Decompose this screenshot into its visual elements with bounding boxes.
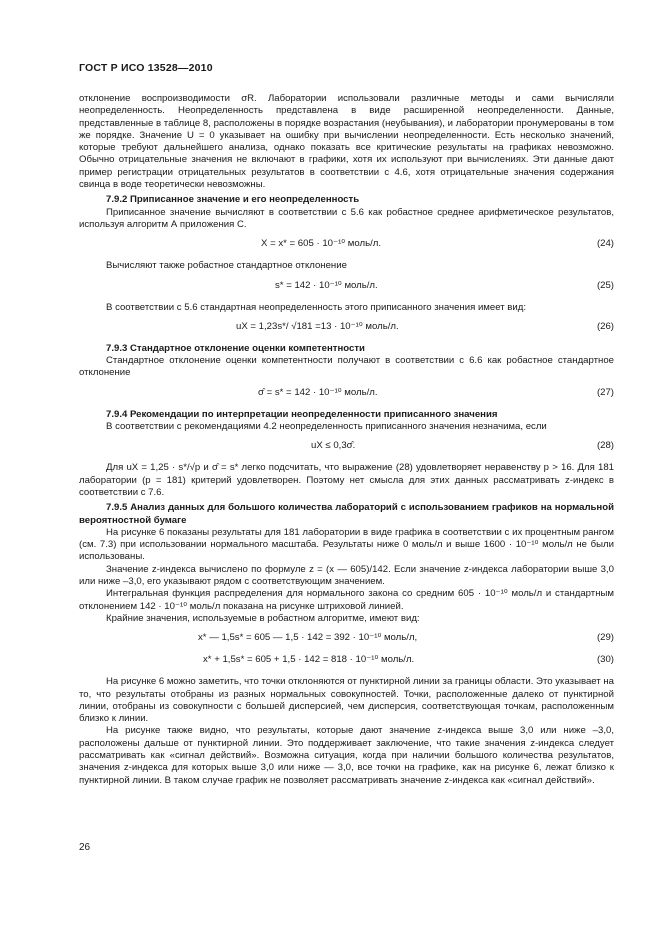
equation-25-number: (25) — [596, 279, 614, 291]
equation-29-number: (29) — [596, 632, 614, 644]
equation-28 — [79, 440, 614, 455]
equation-26-formula: uX = 1,23s*/ √181 =13 · 10⁻¹⁰ моль/л. — [236, 320, 399, 332]
equation-26-number: (26) — [596, 320, 614, 332]
paragraph-4: Стандартное отклонение оценки компетентности получают в соответствии с 6.6 как робастное стандартное отклонение — [79, 355, 614, 379]
equation-25 — [79, 280, 614, 295]
paragraph-6: Для uX = 1,25 · s*/√p и σ̂ = s* легко подсчитать, что выражение (28) удовлетворяет неравенству p > 16. Для 181 лаборатории (p = 181) критерий удовлетворен. Поэтому нет смысла для этих данных рассматривать z-индекс в соответствии с 7.6. — [79, 462, 614, 498]
paragraph-11: На рисунке 6 можно заметить, что точки отклоняются от пунктирной линии за границы области. Это указывает на то, что результаты отобраны из разных нормальных совокупностей. Точки, расположенные далеко от пунктирной линии, отобраны из совокупности с большей дисперсией, чем дисперсия, соответствующая точкам, расположенным близко к линии. — [79, 676, 614, 725]
equation-25-formula: s* = 142 · 10⁻¹⁰ моль/л. — [275, 279, 378, 291]
equation-30 — [79, 654, 614, 669]
equation-30-formula: x* + 1,5s* = 605 + 1,5 · 142 = 818 · 10⁻¹⁰ моль/л. — [203, 654, 415, 666]
paragraph-12: На рисунке также видно, что результаты, которые дают значение z-индекса выше 3,0 или ниже –3,0, расположены дальше от пунктирной линии. Это поддерживает заключение, что такие значения z-индекса следует рассматривать как «сигнал действий». Возможна ситуация, когда при наличии большого количества результатов, значения z-индекса для которых выше 3,0 или ниже — 3,0, все точки на графике, как на рисунке 6, лежат близко к пунктирной линии. В таком случае график не позволяет рассматривать значение z-индекса как «сигнал действий». — [79, 725, 614, 786]
heading-7-9-5: 7.9.5 Анализ данных для большого количества лабораторий с использованием графиков на нормальной вероятностной бумаге — [79, 502, 614, 526]
equation-30-number: (30) — [596, 654, 614, 666]
paragraph-5: В соответствии с рекомендациями 4.2 неопределенность приписанного значения незначима, если — [106, 421, 547, 433]
equation-27 — [79, 387, 614, 402]
paragraph-7: На рисунке 6 показаны результаты для 181 лаборатории в виде графика в соответствии с их процентным рангом (см. 7.3) при использовании нормального масштаба. Результаты ниже 0 моль/л и выше 1600 · 10⁻¹⁰ моль/л не были использованы. — [79, 526, 614, 563]
paragraph-3: В соответствии с 5.6 стандартная неопределенность этого приписанного значения имеет вид: — [106, 301, 527, 313]
paragraph-1: Приписанное значение вычисляют в соответствии с 5.6 как робастное среднее арифметическое результатов, используя алгоритм А приложения С. — [79, 206, 614, 230]
paragraph-10: Крайние значения, используемые в робастном алгоритме, имеют вид: — [106, 612, 420, 624]
equation-24-formula: X = x* = 605 · 10⁻¹⁰ моль/л. — [261, 238, 382, 250]
document-body — [79, 93, 614, 787]
equation-28-formula: uX ≤ 0,3σ̂. — [311, 440, 356, 452]
equation-27-number: (27) — [596, 386, 614, 398]
equation-27-formula: σ̂ = s* = 142 · 10⁻¹⁰ моль/л. — [258, 386, 378, 398]
equation-24 — [79, 238, 614, 253]
heading-7-9-3: 7.9.3 Стандартное отклонение оценки компетентности — [106, 342, 365, 354]
paragraph-0: отклонение воспроизводимости σR. Лаборатории использовали различные методы и сами вычисляли неопределенность. Неопределенность представлена в виде расширенной неопределенности. Данные, представленные в таблице 8, расположены в порядке возрастания (неубывания), и лаборатории пронумерованы в том же порядке. Значение U = 0 указывает на ошибку при вычислении неопределенности. Есть несколько значений, которые требуют дальнейшего анализа, однако показать все критические результаты на графиках невозможно. Обычно отрицательные значения не включают в графики, хотя их используют при вычислениях. Эти данные дают пример регистрации отрицательных результатов в соответствии с 4.6, хотя отрицательные значения содержания свинца в воде теоретически невозможны. — [79, 93, 614, 191]
heading-7-9-4: 7.9.4 Рекомендации по интерпретации неопределенности приписанного значения — [106, 408, 498, 420]
equation-28-number: (28) — [596, 440, 614, 452]
document-header: ГОСТ Р ИСО 13528—2010 — [79, 62, 213, 74]
equation-24-number: (24) — [596, 238, 614, 250]
heading-7-9-2: 7.9.2 Приписанное значение и его неопределенность — [106, 194, 360, 206]
paragraph-2: Вычисляют также робастное стандартное отклонение — [106, 260, 347, 272]
paragraph-9: Интегральная функция распределения для нормального закона со средним 605 · 10⁻¹⁰ моль/л и стандартным отклонением 142 · 10⁻¹⁰ моль/л показана на рисунке штриховой линией. — [79, 588, 614, 612]
page-number: 26 — [79, 842, 91, 853]
paragraph-8: Значение z-индекса вычислено по формуле z = (x — 605)/142. Если значение z-индекса лаборатории выше 3,0 или ниже –3,0, его указывают рядом с соответствующим значением. — [79, 563, 614, 588]
equation-26 — [79, 321, 614, 336]
equation-29 — [79, 632, 614, 647]
equation-29-formula: x* — 1,5s* = 605 — 1,5 · 142 = 392 · 10⁻¹⁰ моль/л, — [198, 632, 418, 644]
